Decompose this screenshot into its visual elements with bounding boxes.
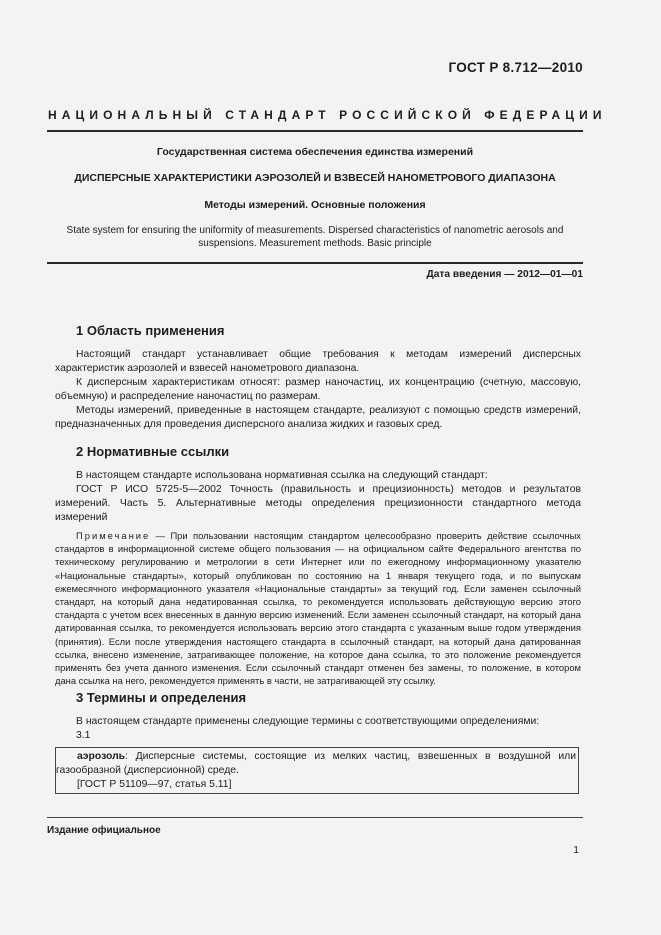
section-3-body — [55, 715, 581, 743]
term-definition — [56, 750, 576, 778]
note-text: — При пользовании настоящим стандартом целесообразно проверить действие ссылочных стандартов в информационной системе общего пользования — на официальном сайте Федерального агентства по техническому регулированию и метрологии в сети Интернет или по ежегодному информационному указателю «Национальные стандарты», который опубликован по состоянию на 1 января текущего года, и по выпускам ежемесячного информационного указателя «Национальные стандарты» за текущий год. Если заменен ссылочный стандарт, на который дана недатированная ссылка, то рекомендуется использовать действующую версию этого стандарта с учетом всех внесенных в данную версию изменений. Если заменен ссылочный стандарт, на который дана датированная ссылка, то рекомендуется использовать версию этого стандарта с указанным выше годом утверждения (принятия). Если после утверждения настоящего стандарта в ссылочный стандарт, на который дана датированная ссылка, внесено изменение, затрагивающее положение, на которое дана ссылка, то это положение рекомендуется применять без учета данного изменения. Если ссылочный стандарт отменен без замены, то положение, в котором дана ссылка на него, рекомендуется применять в части, не затрагивающей эту ссылку. — [55, 530, 581, 687]
section-1-body — [55, 348, 581, 432]
header-divider — [47, 130, 583, 132]
note-prefix: Примечание — [76, 530, 151, 541]
term-definition-box — [55, 747, 579, 794]
section-2-heading: 2 Нормативные ссылки — [76, 444, 230, 459]
english-title: State system for ensuring the uniformity of measurements. Dispersed characteristics of nanometric aerosols and suspensions. Measurement methods. Basic principle — [66, 225, 564, 249]
paragraph: Методы измерений, приведенные в настоящем стандарте, реализуют с помощью средств измерений, предназначенных для проведения дисперсного анализа жидких и газовых сред. — [55, 405, 581, 430]
standard-subtitle: Методы измерений. Основные положения — [204, 199, 426, 211]
term-name: аэрозоль — [77, 751, 126, 762]
footer-divider — [47, 817, 583, 818]
paragraph: К дисперсным характеристикам относят: размер наночастиц, их концентрацию (счетную, массовую, объемную) и распределение наночастиц по размерам. — [55, 377, 581, 402]
section-2-body — [55, 469, 581, 525]
paragraph: В настоящем стандарте использована нормативная ссылка на следующий стандарт: — [76, 470, 488, 481]
section-3-heading: 3 Термины и определения — [76, 690, 247, 705]
term-definition-text: : Дисперсные системы, состоящие из мелких частиц, взвешенных в воздушной или газообразной (дисперсионной) среде. — [56, 751, 576, 776]
title-divider — [47, 262, 583, 264]
term-reference: [ГОСТ Р 51109—97, статья 5.11] — [77, 779, 232, 790]
section-2-note — [55, 529, 581, 687]
page-number: 1 — [573, 845, 579, 856]
system-title: Государственная система обеспечения единства измерений — [156, 146, 474, 158]
document-number: ГОСТ Р 8.712—2010 — [448, 60, 583, 75]
paragraph: Настоящий стандарт устанавливает общие требования к методам измерений дисперсных характеристик аэрозолей и взвесей нанометрового диапазона. — [55, 349, 581, 374]
note-paragraph — [55, 529, 581, 687]
introduction-date: Дата введения — 2012—01—01 — [426, 269, 583, 280]
national-standard-banner: НАЦИОНАЛЬНЫЙ СТАНДАРТ РОССИЙСКОЙ ФЕДЕРАЦИИ — [48, 108, 607, 122]
term-item-number: 3.1 — [76, 730, 91, 741]
section-1-heading: 1 Область применения — [76, 323, 225, 338]
official-edition-label: Издание официальное — [47, 825, 161, 836]
normative-reference: ГОСТ Р ИСО 5725-5—2002 Точность (правильность и прецизионность) методов и результатов измерений. Часть 5. Альтернативные методы определения прецизионности стандартного метода измерений — [55, 484, 581, 523]
paragraph: В настоящем стандарте применены следующие термины с соответствующими определениями: — [76, 716, 540, 727]
standard-title: ДИСПЕРСНЫЕ ХАРАКТЕРИСТИКИ АЭРОЗОЛЕЙ И ВЗВЕСЕЙ НАНОМЕТРОВОГО ДИАПАЗОНА — [74, 172, 556, 184]
